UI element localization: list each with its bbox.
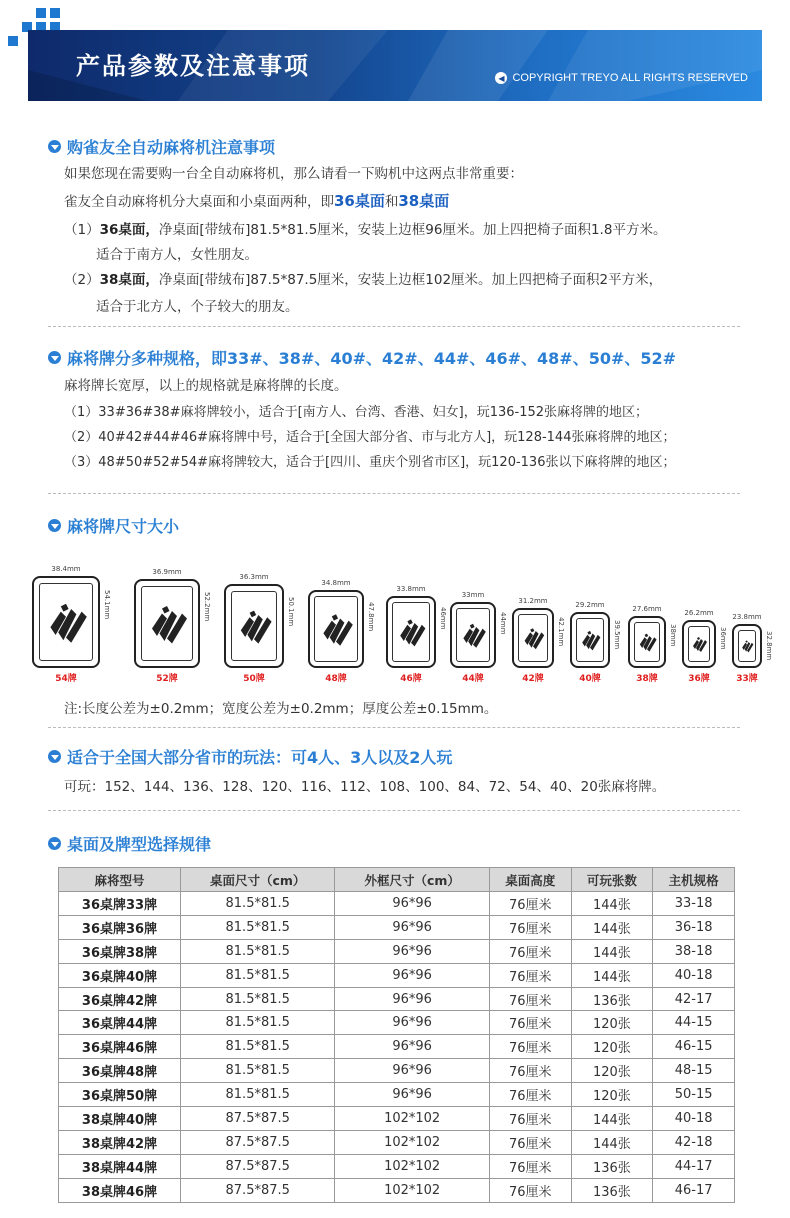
- brand-logo-icon: [519, 615, 547, 661]
- table-cell: 120张: [571, 1011, 653, 1035]
- tile-face: [141, 586, 193, 661]
- table-cell: 76厘米: [489, 1035, 571, 1059]
- copyright-arrow-icon: ◀: [495, 72, 507, 84]
- table-cell: 96*96: [335, 1035, 489, 1059]
- table-cell: 96*96: [335, 1011, 489, 1035]
- table-row: [59, 915, 735, 939]
- table-cell: 42-18: [653, 1130, 735, 1154]
- tile-size-name: 36牌: [688, 674, 710, 684]
- tile-width-label: 36.3mm: [239, 573, 269, 581]
- brand-logo-icon: [142, 587, 192, 660]
- page-title: 产品参数及注意事项: [76, 52, 310, 80]
- table-row: [59, 1178, 735, 1202]
- tile-card: [570, 550, 630, 690]
- table-cell: 87.5*87.5: [181, 1154, 335, 1178]
- table-cell: 81.5*81.5: [181, 987, 335, 1011]
- tile-card: [682, 550, 736, 690]
- tile-height-label: 54.1mm: [103, 589, 111, 620]
- table-cell: 136张: [571, 1154, 653, 1178]
- tile-width-label: 31.2mm: [518, 597, 548, 605]
- table-cell: 36桌牌33牌: [59, 892, 181, 916]
- s2-line3: （2）40#42#44#46#麻将牌中号，适合于[全国大部分省、市与北方人]，玩128-144张麻将牌的地区；: [64, 430, 676, 445]
- tile-width-label: 34.8mm: [321, 579, 351, 587]
- tile-face: [39, 583, 93, 661]
- table-cell: 81.5*81.5: [181, 1011, 335, 1035]
- table-cell: 42-17: [653, 987, 735, 1011]
- table-header: [59, 868, 735, 892]
- table-row: [59, 939, 735, 963]
- tile-card: [450, 550, 516, 690]
- tile-height-label: 42.1mm: [557, 617, 565, 647]
- column-header: 桌面尺寸（cm）: [181, 868, 335, 892]
- tile-frame: [308, 590, 364, 668]
- tile-card: [512, 550, 574, 690]
- s4-line1: 可玩：152、144、136、128、120、116、112、108、100、84、72、54、40、20张麻将牌。: [64, 779, 666, 795]
- table-cell: 102*102: [335, 1130, 489, 1154]
- column-header: 可玩张数: [571, 868, 653, 892]
- table-cell: 96*96: [335, 915, 489, 939]
- table-row: [59, 1107, 735, 1131]
- table-cell: 44-17: [653, 1154, 735, 1178]
- tile-height-label: 38mm: [669, 623, 677, 647]
- tile-height-label: 44mm: [499, 611, 507, 635]
- brand-logo-icon: [315, 597, 357, 661]
- brand-logo-icon: [232, 592, 276, 660]
- table-cell: 144张: [571, 963, 653, 987]
- table-cell: 36桌牌50牌: [59, 1083, 181, 1107]
- spec-table: [58, 867, 735, 1203]
- table-cell: 102*102: [335, 1107, 489, 1131]
- tile-height-label: 46mm: [439, 606, 447, 630]
- tile-size-name: 48牌: [325, 674, 347, 684]
- table-row: [59, 1011, 735, 1035]
- tile-size-name: 42牌: [522, 674, 544, 684]
- tile-card: [224, 550, 304, 690]
- tile-frame: [224, 584, 284, 668]
- tile-frame: [512, 608, 554, 668]
- table-cell: 102*102: [335, 1178, 489, 1202]
- table-cell: 38-18: [653, 939, 735, 963]
- table-cell: 81.5*81.5: [181, 963, 335, 987]
- tile-width-label: 33.8mm: [396, 585, 426, 593]
- tile-height-label: 39.5mm: [613, 620, 621, 650]
- table-cell: 144张: [571, 915, 653, 939]
- tile-size-name: 33牌: [736, 674, 758, 684]
- table-cell: 81.5*81.5: [181, 1035, 335, 1059]
- table-cell: 76厘米: [489, 1083, 571, 1107]
- tolerance-note: 注:长度公差为±0.2mm；宽度公差为±0.2mm；厚度公差±0.15mm。: [64, 701, 498, 717]
- tile-face: [518, 614, 548, 662]
- tile-frame: [682, 620, 716, 668]
- table-cell: 144张: [571, 939, 653, 963]
- table-row: [59, 1083, 735, 1107]
- tile-height-label: 52.2mm: [203, 592, 211, 622]
- chevron-down-icon: [48, 519, 61, 532]
- table-cell: 76厘米: [489, 1011, 571, 1035]
- table-cell: 36桌牌48牌: [59, 1059, 181, 1083]
- divider: [48, 810, 740, 811]
- table-cell: 33-18: [653, 892, 735, 916]
- section-title-tile-size: 麻将牌尺寸大小: [48, 514, 179, 537]
- table-cell: 76厘米: [489, 1178, 571, 1202]
- tile-frame: [570, 612, 610, 668]
- table-cell: 96*96: [335, 963, 489, 987]
- chevron-down-icon: [48, 140, 61, 153]
- column-header: 麻将型号: [59, 868, 181, 892]
- tile-size-name: 40牌: [579, 674, 601, 684]
- tile-width-label: 27.6mm: [632, 605, 662, 613]
- tile-width-label: 36.9mm: [152, 568, 182, 576]
- tile-size-diagram: [30, 550, 780, 690]
- table-cell: 120张: [571, 1059, 653, 1083]
- tile-face: [392, 602, 430, 662]
- table-cell: 81.5*81.5: [181, 939, 335, 963]
- table-cell: 120张: [571, 1083, 653, 1107]
- table-cell: 87.5*87.5: [181, 1107, 335, 1131]
- table-row: [59, 987, 735, 1011]
- s1-item2-line2: 适合于北方人，个子较大的朋友。: [96, 299, 299, 315]
- tile-frame: [386, 596, 436, 668]
- s1-item2: （2）38桌面，净桌面[带绒布]87.5*87.5厘米，安装上边框102厘米。加上四把椅子面积2平方米，: [64, 272, 663, 288]
- tile-frame: [134, 579, 200, 668]
- table-cell: 36桌牌46牌: [59, 1035, 181, 1059]
- tile-face: [576, 618, 604, 662]
- table-row: [59, 1059, 735, 1083]
- table-cell: 120张: [571, 1035, 653, 1059]
- tile-face: [456, 608, 490, 662]
- table-cell: 96*96: [335, 1083, 489, 1107]
- copyright-notice: [495, 72, 748, 84]
- divider: [48, 727, 740, 728]
- table-cell: 46-17: [653, 1178, 735, 1202]
- column-header: 主机规格: [653, 868, 735, 892]
- table-cell: 50-15: [653, 1083, 735, 1107]
- tile-face: [314, 596, 358, 662]
- table-cell: 76厘米: [489, 1130, 571, 1154]
- table-cell: 76厘米: [489, 1154, 571, 1178]
- table-cell: 96*96: [335, 1059, 489, 1083]
- table-row: [59, 892, 735, 916]
- tile-frame: [32, 576, 100, 668]
- table-cell: 76厘米: [489, 939, 571, 963]
- table-cell: 36桌牌40牌: [59, 963, 181, 987]
- table-cell: 96*96: [335, 892, 489, 916]
- tile-width-label: 29.2mm: [575, 601, 605, 609]
- table-cell: 76厘米: [489, 963, 571, 987]
- s1-item1-line2: 适合于南方人，女性朋友。: [96, 247, 258, 263]
- tile-width-label: 38.4mm: [51, 565, 81, 573]
- tile-card: [628, 550, 686, 690]
- brand-logo-icon: [40, 584, 92, 660]
- table-cell: 96*96: [335, 939, 489, 963]
- table-cell: 38桌牌44牌: [59, 1154, 181, 1178]
- section-title-tile-specs: 麻将牌分多种规格，即33#、38#、40#、42#、44#、46#、48#、50#、52#: [48, 346, 676, 369]
- column-header: 外框尺寸（cm）: [335, 868, 489, 892]
- table-cell: 36桌牌44牌: [59, 1011, 181, 1035]
- table-cell: 136张: [571, 1178, 653, 1202]
- tile-frame: [732, 624, 762, 668]
- section-title-play-modes: 适合于全国大部分省市的玩法：可4人、3人以及2人玩: [48, 745, 452, 768]
- table-cell: 36桌牌38牌: [59, 939, 181, 963]
- table-cell: 81.5*81.5: [181, 1059, 335, 1083]
- chevron-down-icon: [48, 351, 61, 364]
- s1-line1: 如果您现在需要购一台全自动麻将机，那么请看一下购机中这两点非常重要：: [64, 166, 523, 182]
- table-cell: 38桌牌42牌: [59, 1130, 181, 1154]
- table-cell: 76厘米: [489, 1107, 571, 1131]
- table-row: [59, 1130, 735, 1154]
- tile-card: [308, 550, 384, 690]
- tile-card: [134, 550, 220, 690]
- table-cell: 144张: [571, 1130, 653, 1154]
- tile-width-label: 33mm: [461, 591, 485, 599]
- table-cell: 36桌牌42牌: [59, 987, 181, 1011]
- brand-logo-icon: [457, 609, 489, 661]
- tile-face: [634, 622, 660, 662]
- copyright-text: COPYRIGHT TREYO ALL RIGHTS RESERVED: [512, 72, 748, 84]
- table-cell: 36-18: [653, 915, 735, 939]
- table-cell: 46-15: [653, 1035, 735, 1059]
- table-cell: 81.5*81.5: [181, 1083, 335, 1107]
- tile-width-label: 23.8mm: [732, 613, 762, 621]
- table-body: [59, 892, 735, 1203]
- s2-line1: 麻将牌长宽厚，以上的规格就是麻将牌的长度。: [64, 378, 348, 394]
- s2-line4: （3）48#50#52#54#麻将牌较大，适合于[四川、重庆个别省市区]，玩120-136张以下麻将牌的地区；: [64, 455, 676, 470]
- s1-item1: （1）36桌面，净桌面[带绒布]81.5*81.5厘米，安装上边框96厘米。加上四把椅子面积1.8平方米。: [64, 222, 667, 238]
- table-cell: 76厘米: [489, 915, 571, 939]
- table-cell: 81.5*81.5: [181, 915, 335, 939]
- table-cell: 44-15: [653, 1011, 735, 1035]
- tile-size-name: 54牌: [55, 674, 77, 684]
- table-cell: 144张: [571, 892, 653, 916]
- tile-height-label: 47.8mm: [367, 601, 375, 631]
- table-row: [59, 1035, 735, 1059]
- table-cell: 87.5*87.5: [181, 1178, 335, 1202]
- s2-line2: （1）33#36#38#麻将牌较小，适合于[南方人、台湾、香港、妇女]，玩136-152张麻将牌的地区；: [64, 405, 649, 420]
- tile-card: [386, 550, 456, 690]
- table-row: [59, 963, 735, 987]
- chevron-down-icon: [48, 837, 61, 850]
- table-cell: 76厘米: [489, 987, 571, 1011]
- brand-logo-icon: [689, 627, 709, 661]
- table-cell: 136张: [571, 987, 653, 1011]
- tile-size-name: 44牌: [462, 674, 484, 684]
- table-cell: 144张: [571, 1107, 653, 1131]
- tile-card: [732, 550, 782, 690]
- table-cell: 38桌牌40牌: [59, 1107, 181, 1131]
- tile-height-label: 36mm: [719, 627, 727, 650]
- tile-height-label: 50.1mm: [287, 596, 295, 626]
- table-cell: 76厘米: [489, 1059, 571, 1083]
- section-title-selection-rules: 桌面及牌型选择规律: [48, 832, 211, 855]
- tile-size-name: 46牌: [400, 674, 422, 684]
- tile-height-label: 32.8mm: [765, 630, 773, 660]
- s1-line2: 雀友全自动麻将机分大桌面和小桌面两种，即36桌面和38桌面: [64, 192, 450, 210]
- tile-card: [32, 550, 120, 690]
- table-cell: 81.5*81.5: [181, 892, 335, 916]
- tile-face: [231, 591, 277, 661]
- table-cell: 102*102: [335, 1154, 489, 1178]
- tile-size-name: 50牌: [243, 674, 265, 684]
- section-title-notice: 购雀友全自动麻将机注意事项: [48, 135, 275, 158]
- brand-logo-icon: [739, 631, 755, 661]
- column-header: 桌面高度: [489, 868, 571, 892]
- tile-size-name: 38牌: [636, 674, 658, 684]
- brand-logo-icon: [635, 623, 659, 661]
- table-cell: 40-18: [653, 1107, 735, 1131]
- brand-logo-icon: [577, 619, 603, 661]
- tile-size-name: 52牌: [156, 674, 178, 684]
- divider: [48, 326, 740, 327]
- tile-width-label: 26.2mm: [684, 609, 714, 617]
- chevron-down-icon: [48, 750, 61, 763]
- brand-logo-icon: [393, 603, 429, 661]
- tile-face: [738, 630, 756, 662]
- table-cell: 40-18: [653, 963, 735, 987]
- table-cell: 76厘米: [489, 892, 571, 916]
- header-banner: [0, 0, 790, 101]
- table-cell: 36桌牌36牌: [59, 915, 181, 939]
- table-row: [59, 1154, 735, 1178]
- table-cell: 96*96: [335, 987, 489, 1011]
- divider: [48, 493, 740, 494]
- table-cell: 87.5*87.5: [181, 1130, 335, 1154]
- tile-frame: [628, 616, 666, 668]
- table-cell: 38桌牌46牌: [59, 1178, 181, 1202]
- banner-bar: [28, 30, 762, 101]
- tile-frame: [450, 602, 496, 668]
- tile-face: [688, 626, 710, 662]
- table-cell: 48-15: [653, 1059, 735, 1083]
